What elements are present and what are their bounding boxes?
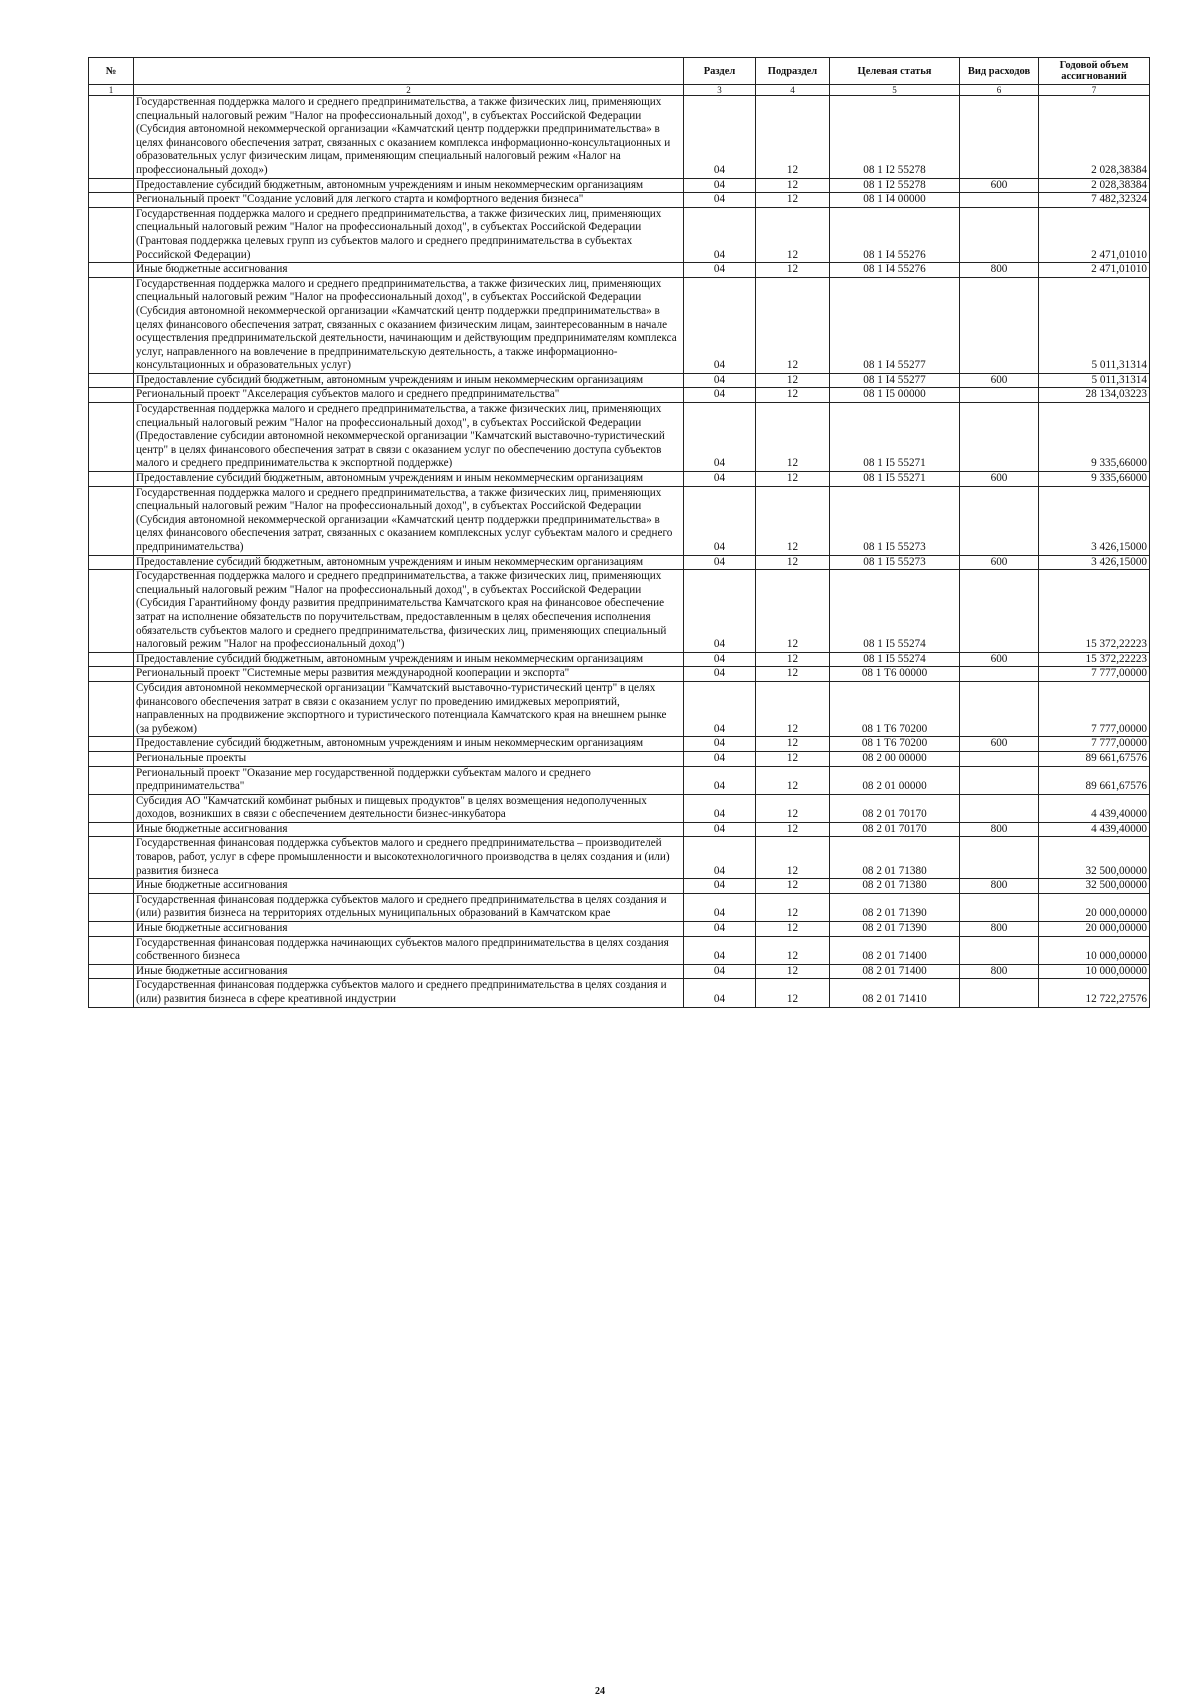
table-header-row (89, 58, 1150, 85)
row-target-cell: 08 2 00 00000 (830, 751, 960, 766)
row-number-cell (89, 486, 134, 555)
table-row (89, 570, 1150, 653)
row-target-cell: 08 2 01 00000 (830, 766, 960, 794)
row-expense-type-cell (960, 766, 1039, 794)
row-amount-cell: 9 335,66000 (1039, 472, 1150, 487)
row-subsection-cell: 12 (756, 263, 830, 278)
column-number: 5 (830, 85, 960, 96)
row-number-cell (89, 570, 134, 653)
row-section-cell: 04 (684, 922, 756, 937)
row-subsection-cell: 12 (756, 96, 830, 179)
row-subsection-cell: 12 (756, 766, 830, 794)
row-section-cell: 04 (684, 263, 756, 278)
row-number-cell (89, 681, 134, 736)
row-target-cell: 08 1 I4 55276 (830, 263, 960, 278)
row-target-cell: 08 1 I5 55274 (830, 570, 960, 653)
row-expense-type-cell (960, 388, 1039, 403)
row-expense-type-cell: 600 (960, 737, 1039, 752)
row-name-cell: Государственная поддержка малого и среднего предпринимательства, а также физических лиц, применяющих специальный налоговый режим "Налог на профессиональный доход", в субъектах Российской Федерации (Субсидия автономной некоммерческой организации «Камчатский центр поддержки предпринимательства» в целях финансового обеспечения затрат, связанных с оказанием комплекса информационно-консультационных и образовательных услуг физическим лицам, применяющим специальный налоговый режим «Налог на профессиональный доход») (134, 96, 684, 179)
row-name-cell: Предоставление субсидий бюджетным, автономным учреждениям и иным некоммерческим организациям (134, 737, 684, 752)
row-section-cell: 04 (684, 737, 756, 752)
row-section-cell: 04 (684, 822, 756, 837)
row-name-cell: Региональный проект "Оказание мер государственной поддержки субъектам малого и среднего предпринимательства" (134, 766, 684, 794)
row-target-cell: 08 1 I5 55271 (830, 403, 960, 472)
row-target-cell: 08 2 01 71390 (830, 922, 960, 937)
row-section-cell: 04 (684, 486, 756, 555)
column-number: 2 (134, 85, 684, 96)
row-section-cell: 04 (684, 766, 756, 794)
header-annual-amount: Годовой объем ассигнований (1039, 58, 1150, 85)
row-number-cell (89, 737, 134, 752)
row-section-cell: 04 (684, 652, 756, 667)
row-number-cell (89, 388, 134, 403)
row-section-cell: 04 (684, 893, 756, 921)
row-name-cell: Региональный проект "Системные меры развития международной кооперации и экспорта" (134, 667, 684, 682)
row-target-cell: 08 1 T6 70200 (830, 681, 960, 736)
row-section-cell: 04 (684, 936, 756, 964)
table-row (89, 96, 1150, 179)
budget-allocation-table (88, 57, 1150, 1008)
row-subsection-cell: 12 (756, 207, 830, 262)
column-number: 6 (960, 85, 1039, 96)
row-subsection-cell: 12 (756, 555, 830, 570)
row-subsection-cell: 12 (756, 964, 830, 979)
table-row (89, 751, 1150, 766)
row-amount-cell: 7 777,00000 (1039, 681, 1150, 736)
row-amount-cell: 7 777,00000 (1039, 737, 1150, 752)
table-row (89, 193, 1150, 208)
table-row (89, 472, 1150, 487)
table-row (89, 178, 1150, 193)
row-number-cell (89, 979, 134, 1007)
row-subsection-cell: 12 (756, 667, 830, 682)
row-target-cell: 08 2 01 71400 (830, 964, 960, 979)
row-expense-type-cell: 800 (960, 879, 1039, 894)
table-row (89, 979, 1150, 1007)
row-number-cell (89, 472, 134, 487)
row-target-cell: 08 1 I4 55277 (830, 373, 960, 388)
row-section-cell: 04 (684, 403, 756, 472)
row-number-cell (89, 751, 134, 766)
header-section: Раздел (684, 58, 756, 85)
row-amount-cell: 2 028,38384 (1039, 178, 1150, 193)
row-expense-type-cell: 800 (960, 822, 1039, 837)
row-expense-type-cell: 800 (960, 263, 1039, 278)
row-name-cell: Предоставление субсидий бюджетным, автономным учреждениям и иным некоммерческим организациям (134, 472, 684, 487)
table-row (89, 555, 1150, 570)
row-name-cell: Иные бюджетные ассигнования (134, 263, 684, 278)
table-row (89, 681, 1150, 736)
row-expense-type-cell (960, 277, 1039, 373)
row-name-cell: Предоставление субсидий бюджетным, автономным учреждениям и иным некоммерческим организациям (134, 178, 684, 193)
row-expense-type-cell (960, 837, 1039, 879)
row-name-cell: Государственная поддержка малого и среднего предпринимательства, а также физических лиц, применяющих специальный налоговый режим "Налог на профессиональный доход", в субъектах Российской Федерации (Субсидия Гарантийному фонду развития предпринимательства Камчатского края на финансовое обеспечение затрат на исполнение обязательств по поручительствам, предоставленным в целях обеспечения исполнения обязательств субъектов малого и среднего предпринимательства, физических лиц, применяющих специальный налоговый режим "Налог на профессиональный доход") (134, 570, 684, 653)
row-subsection-cell: 12 (756, 403, 830, 472)
table-row (89, 766, 1150, 794)
row-name-cell: Предоставление субсидий бюджетным, автономным учреждениям и иным некоммерческим организациям (134, 555, 684, 570)
table-row (89, 922, 1150, 937)
row-subsection-cell: 12 (756, 979, 830, 1007)
row-amount-cell: 20 000,00000 (1039, 922, 1150, 937)
table-row (89, 893, 1150, 921)
row-section-cell: 04 (684, 277, 756, 373)
row-target-cell: 08 2 01 70170 (830, 822, 960, 837)
row-subsection-cell: 12 (756, 794, 830, 822)
row-target-cell: 08 1 T6 00000 (830, 667, 960, 682)
table-row (89, 388, 1150, 403)
row-expense-type-cell (960, 96, 1039, 179)
row-target-cell: 08 2 01 71400 (830, 936, 960, 964)
row-section-cell: 04 (684, 794, 756, 822)
row-name-cell: Государственная финансовая поддержка субъектов малого и среднего предпринимательства в целях создания и (или) развития бизнеса на территориях отдельных муниципальных образований в Камчатском крае (134, 893, 684, 921)
row-name-cell: Иные бюджетные ассигнования (134, 822, 684, 837)
row-section-cell: 04 (684, 751, 756, 766)
row-expense-type-cell (960, 681, 1039, 736)
row-section-cell: 04 (684, 879, 756, 894)
row-amount-cell: 10 000,00000 (1039, 936, 1150, 964)
table-row (89, 373, 1150, 388)
row-number-cell (89, 879, 134, 894)
table-row (89, 737, 1150, 752)
row-subsection-cell: 12 (756, 652, 830, 667)
row-amount-cell: 7 482,32324 (1039, 193, 1150, 208)
row-section-cell: 04 (684, 388, 756, 403)
table-row (89, 403, 1150, 472)
row-target-cell: 08 1 I5 55273 (830, 555, 960, 570)
row-number-cell (89, 837, 134, 879)
row-section-cell: 04 (684, 555, 756, 570)
column-number: 7 (1039, 85, 1150, 96)
row-amount-cell: 5 011,31314 (1039, 373, 1150, 388)
row-target-cell: 08 1 I4 55277 (830, 277, 960, 373)
row-section-cell: 04 (684, 964, 756, 979)
row-name-cell: Предоставление субсидий бюджетным, автономным учреждениям и иным некоммерческим организациям (134, 373, 684, 388)
header-number: № (89, 58, 134, 85)
row-subsection-cell: 12 (756, 373, 830, 388)
row-subsection-cell: 12 (756, 277, 830, 373)
table-row (89, 879, 1150, 894)
row-subsection-cell: 12 (756, 388, 830, 403)
row-expense-type-cell (960, 936, 1039, 964)
row-amount-cell: 12 722,27576 (1039, 979, 1150, 1007)
row-expense-type-cell (960, 486, 1039, 555)
row-number-cell (89, 178, 134, 193)
row-number-cell (89, 936, 134, 964)
row-subsection-cell: 12 (756, 893, 830, 921)
row-amount-cell: 28 134,03223 (1039, 388, 1150, 403)
row-amount-cell: 15 372,22223 (1039, 570, 1150, 653)
row-subsection-cell: 12 (756, 879, 830, 894)
row-target-cell: 08 1 I4 55276 (830, 207, 960, 262)
row-name-cell: Региональный проект "Создание условий для легкого старта и комфортного ведения бизнеса" (134, 193, 684, 208)
row-amount-cell: 3 426,15000 (1039, 486, 1150, 555)
row-expense-type-cell (960, 207, 1039, 262)
header-target-article: Целевая статья (830, 58, 960, 85)
row-name-cell: Региональный проект "Акселерация субъектов малого и среднего предпринимательства" (134, 388, 684, 403)
row-target-cell: 08 2 01 71380 (830, 879, 960, 894)
row-expense-type-cell (960, 403, 1039, 472)
table-row (89, 277, 1150, 373)
row-expense-type-cell (960, 570, 1039, 653)
row-expense-type-cell: 600 (960, 472, 1039, 487)
row-target-cell: 08 1 I2 55278 (830, 178, 960, 193)
row-name-cell: Государственная поддержка малого и среднего предпринимательства, а также физических лиц, применяющих специальный налоговый режим "Налог на профессиональный доход", в субъектах Российской Федерации (Предоставление субсидии автономной некоммерческой организации "Камчатский выставочно-туристический центр" в целях финансового обеспечения затрат в связи с оказанием услуг по обеспечению доступа субъектов малого и среднего предпринимательства к экспортной поддержке) (134, 403, 684, 472)
row-name-cell: Субсидия АО "Камчатский комбинат рыбных и пищевых продуктов" в целях возмещения недополученных доходов, возникших в связи с обеспечением деятельности бизнес-инкубатора (134, 794, 684, 822)
column-number: 4 (756, 85, 830, 96)
row-name-cell: Государственная финансовая поддержка субъектов малого и среднего предпринимательства – производителей товаров, работ, услуг в сфере промышленности и высокотехнологичного производства в целях создания и (или) развития бизнеса (134, 837, 684, 879)
row-expense-type-cell: 800 (960, 964, 1039, 979)
table-row (89, 667, 1150, 682)
row-name-cell: Субсидия автономной некоммерческой организации "Камчатский выставочно-туристический центр" в целях финансового обеспечения затрат в связи с оказанием услуг по проведению имиджевых мероприятий, направленных на продвижение экспортного и туристического потенциала Камчатского края на внешнем рынке (за рубежом) (134, 681, 684, 736)
row-target-cell: 08 1 I5 55271 (830, 472, 960, 487)
row-name-cell: Иные бюджетные ассигнования (134, 922, 684, 937)
row-name-cell: Государственная поддержка малого и среднего предпринимательства, а также физических лиц, применяющих специальный налоговый режим "Налог на профессиональный доход", в субъектах Российской Федерации (Субсидия автономной некоммерческой организации «Камчатский центр поддержки предпринимательства» в целях финансового обеспечения затрат, связанных с оказанием комплексных услуг субъектам малого и среднего предпринимательства) (134, 486, 684, 555)
row-number-cell (89, 555, 134, 570)
row-number-cell (89, 964, 134, 979)
row-subsection-cell: 12 (756, 922, 830, 937)
row-section-cell: 04 (684, 681, 756, 736)
row-name-cell: Иные бюджетные ассигнования (134, 879, 684, 894)
row-section-cell: 04 (684, 979, 756, 1007)
row-target-cell: 08 1 I5 00000 (830, 388, 960, 403)
row-section-cell: 04 (684, 96, 756, 179)
row-amount-cell: 32 500,00000 (1039, 837, 1150, 879)
row-section-cell: 04 (684, 570, 756, 653)
row-target-cell: 08 2 01 71410 (830, 979, 960, 1007)
table-body (89, 96, 1150, 1008)
row-target-cell: 08 2 01 70170 (830, 794, 960, 822)
row-number-cell (89, 794, 134, 822)
row-expense-type-cell (960, 794, 1039, 822)
row-number-cell (89, 207, 134, 262)
row-amount-cell: 9 335,66000 (1039, 403, 1150, 472)
row-section-cell: 04 (684, 837, 756, 879)
row-number-cell (89, 277, 134, 373)
row-subsection-cell: 12 (756, 193, 830, 208)
row-number-cell (89, 766, 134, 794)
row-subsection-cell: 12 (756, 486, 830, 555)
row-name-cell: Государственная финансовая поддержка начинающих субъектов малого предпринимательства в целях создания собственного бизнеса (134, 936, 684, 964)
row-section-cell: 04 (684, 178, 756, 193)
row-amount-cell: 4 439,40000 (1039, 794, 1150, 822)
row-subsection-cell: 12 (756, 837, 830, 879)
table-row (89, 207, 1150, 262)
row-amount-cell: 15 372,22223 (1039, 652, 1150, 667)
row-amount-cell: 2 471,01010 (1039, 207, 1150, 262)
row-subsection-cell: 12 (756, 472, 830, 487)
row-expense-type-cell: 800 (960, 922, 1039, 937)
row-expense-type-cell (960, 893, 1039, 921)
row-target-cell: 08 1 I5 55274 (830, 652, 960, 667)
row-section-cell: 04 (684, 193, 756, 208)
table-row (89, 794, 1150, 822)
row-amount-cell: 7 777,00000 (1039, 667, 1150, 682)
row-name-cell: Региональные проекты (134, 751, 684, 766)
row-amount-cell: 2 028,38384 (1039, 96, 1150, 179)
row-amount-cell: 2 471,01010 (1039, 263, 1150, 278)
table-row (89, 822, 1150, 837)
row-target-cell: 08 1 I5 55273 (830, 486, 960, 555)
row-name-cell: Предоставление субсидий бюджетным, автономным учреждениям и иным некоммерческим организациям (134, 652, 684, 667)
row-number-cell (89, 373, 134, 388)
row-target-cell: 08 1 I4 00000 (830, 193, 960, 208)
row-section-cell: 04 (684, 207, 756, 262)
row-number-cell (89, 96, 134, 179)
table-row (89, 837, 1150, 879)
row-expense-type-cell: 600 (960, 178, 1039, 193)
column-number: 3 (684, 85, 756, 96)
header-name (134, 58, 684, 85)
row-name-cell: Государственная финансовая поддержка субъектов малого и среднего предпринимательства в целях создания и (или) развития бизнеса в сфере креативной индустрии (134, 979, 684, 1007)
row-name-cell: Государственная поддержка малого и среднего предпринимательства, а также физических лиц, применяющих специальный налоговый режим "Налог на профессиональный доход", в субъектах Российской Федерации (Субсидия автономной некоммерческой организации «Камчатский центр поддержки предпринимательства» в целях финансового обеспечения затрат, связанных с оказанием физическим лицам, заинтересованным в начале осуществления предпринимательской деятельности, начинающим и действующим предпринимателям комплекса услуг, направленного на вовлечение в предпринимательскую деятельность, а также информационно-консультационных и образовательных услуг) (134, 277, 684, 373)
table-row (89, 936, 1150, 964)
row-number-cell (89, 667, 134, 682)
row-subsection-cell: 12 (756, 936, 830, 964)
row-amount-cell: 10 000,00000 (1039, 964, 1150, 979)
row-subsection-cell: 12 (756, 178, 830, 193)
row-number-cell (89, 822, 134, 837)
column-numbers-row (89, 85, 1150, 96)
row-section-cell: 04 (684, 472, 756, 487)
header-expense-type: Вид расходов (960, 58, 1039, 85)
row-amount-cell: 89 661,67576 (1039, 766, 1150, 794)
row-expense-type-cell (960, 667, 1039, 682)
row-subsection-cell: 12 (756, 570, 830, 653)
row-section-cell: 04 (684, 667, 756, 682)
column-number: 1 (89, 85, 134, 96)
row-number-cell (89, 652, 134, 667)
row-amount-cell: 5 011,31314 (1039, 277, 1150, 373)
row-subsection-cell: 12 (756, 737, 830, 752)
header-subsection: Подраздел (756, 58, 830, 85)
table-row (89, 486, 1150, 555)
row-subsection-cell: 12 (756, 822, 830, 837)
row-number-cell (89, 893, 134, 921)
row-expense-type-cell: 600 (960, 652, 1039, 667)
row-expense-type-cell (960, 751, 1039, 766)
row-expense-type-cell: 600 (960, 555, 1039, 570)
row-target-cell: 08 2 01 71390 (830, 893, 960, 921)
row-subsection-cell: 12 (756, 751, 830, 766)
row-amount-cell: 4 439,40000 (1039, 822, 1150, 837)
row-target-cell: 08 1 I2 55278 (830, 96, 960, 179)
row-amount-cell: 89 661,67576 (1039, 751, 1150, 766)
row-amount-cell: 20 000,00000 (1039, 893, 1150, 921)
row-target-cell: 08 2 01 71380 (830, 837, 960, 879)
row-name-cell: Государственная поддержка малого и среднего предпринимательства, а также физических лиц, применяющих специальный налоговый режим "Налог на профессиональный доход", в субъектах Российской Федерации (Грантовая поддержка целевых групп из субъектов малого и среднего предпринимательства в субъектах Российской Федерации) (134, 207, 684, 262)
row-number-cell (89, 193, 134, 208)
row-section-cell: 04 (684, 373, 756, 388)
row-expense-type-cell (960, 979, 1039, 1007)
row-number-cell (89, 922, 134, 937)
row-name-cell: Иные бюджетные ассигнования (134, 964, 684, 979)
row-amount-cell: 32 500,00000 (1039, 879, 1150, 894)
table-row (89, 263, 1150, 278)
page-number: 24 (595, 1686, 605, 1697)
row-expense-type-cell: 600 (960, 373, 1039, 388)
row-number-cell (89, 403, 134, 472)
row-amount-cell: 3 426,15000 (1039, 555, 1150, 570)
table-row (89, 652, 1150, 667)
table-row (89, 964, 1150, 979)
row-expense-type-cell (960, 193, 1039, 208)
row-target-cell: 08 1 T6 70200 (830, 737, 960, 752)
row-number-cell (89, 263, 134, 278)
row-subsection-cell: 12 (756, 681, 830, 736)
